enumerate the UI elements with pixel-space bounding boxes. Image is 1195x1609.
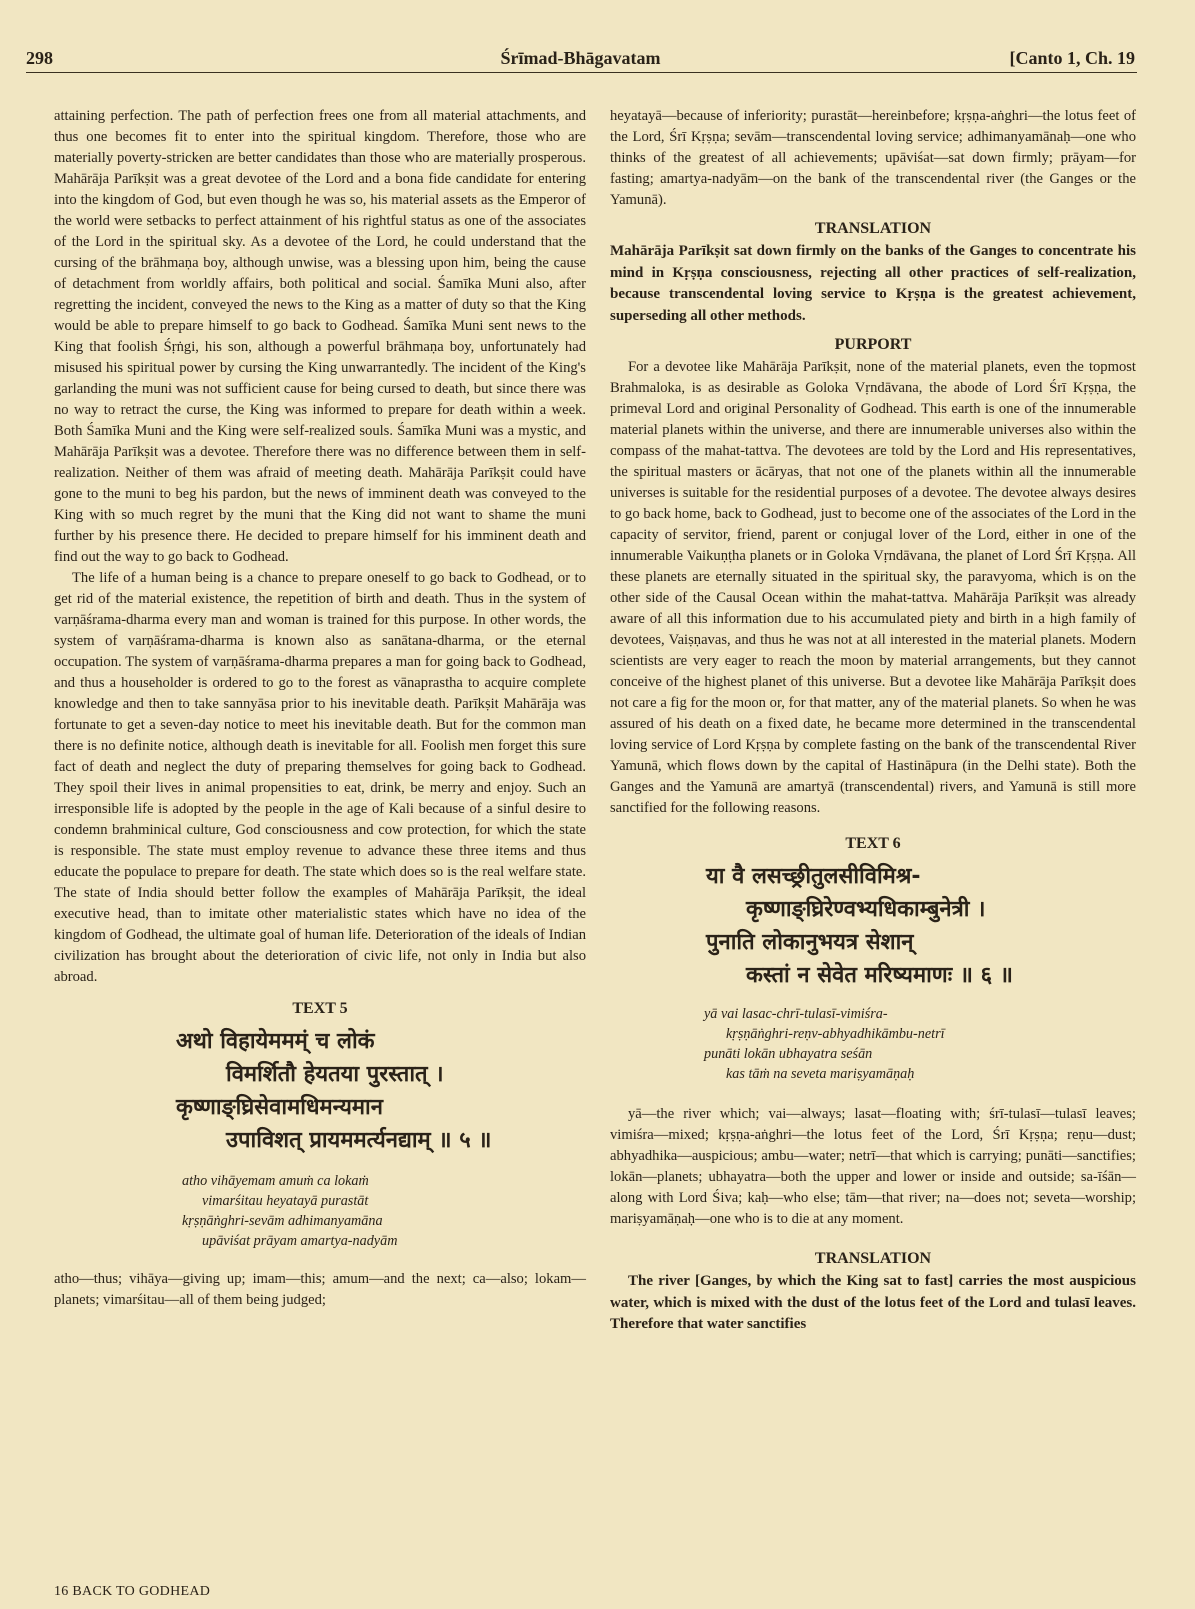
left-column — [54, 106, 586, 1311]
translit-line: kas tāṁ na seveta mariṣyamāṇaḥ — [726, 1066, 915, 1082]
verse-line: कस्तां न सेवेत मरिष्यमाणः ॥ ६ ॥ — [746, 963, 1013, 988]
verse-line: विमर्शितौ हेयतया पुरस्तात् । — [226, 1062, 444, 1087]
canto-chapter: [Canto 1, Ch. 19 — [1009, 48, 1135, 68]
synonyms-5-continued: heyatayā—because of inferiority; purastāt—hereinbefore; kṛṣṇa-aṅghri—the lotus feet of the Lord, Śrī Kṛṣṇa; sevām—transcendental loving service; adhimanyamānaḥ—one who thinks of the greatest of all achievements; upāviśat—sat down firmly; prāyam—for fasting; amartya-nadyām—on the bank of the transcendental river (the Ganges or the Yamunā). — [610, 108, 1136, 208]
translit-line: upāviśat prāyam amartya-nadyām — [202, 1233, 398, 1249]
sanskrit-verse-6 — [610, 860, 1136, 992]
transliteration-5 — [54, 1171, 586, 1251]
translation-5: Mahārāja Parīkṣit sat down firmly on the banks of the Ganges to concentrate his mind in Kṛṣṇa consciousness, rejecting all other practices of self-realization, because transcendental loving service to Kṛṣṇa is the greatest achievement, superseding all other methods. — [610, 243, 1136, 324]
transliteration-6 — [610, 1004, 1136, 1084]
purport-paragraph: For a devotee like Mahārāja Parīkṣit, none of the material planets, even the topmost Brahmaloka, is as desirable as Goloka Vṛndāvana, the abode of Lord Śrī Kṛṣṇa, the primeval Lord and original Personality of Godhead. This earth is one of the innumerable material planets within the universe, and there are innumerable universes also within the compass of the mahat-tattva. The devotees are told by the Lord and His representatives, the spiritual masters or ācāryas, that not one of the planets within all the innumerable universes is suitable for the residential purposes of a devotee. The devotee always desires to go back home, back to Godhead, just to become one of the associates of the Lord in the capacity of servitor, friend, parent or conjugal lover of the Lord, either in one of the innumerable Vaikuṇṭha planets or in Goloka Vṛndāvana, the planet of Lord Śrī Kṛṣṇa. All these planets are eternally situated in the spiritual sky, the paravyoma, which is on the other side of the Causal Ocean within the mahat-tattva. Mahārāja Parīkṣit was already aware of all this information due to his accumulated piety and birth in a high family of devotees, Vaiṣṇavas, and thus he was not at all interested in the material planets. Modern scientists are very eager to reach the moon by material arrangements, but they cannot conceive of the highest planet of this universe. But a devotee like Mahārāja Parīkṣit does not care a fig for the moon or, for that matter, any of the material planets. So when he was assured of his death on a fixed date, he became more determined in the transcendental loving service of Lord Kṛṣṇa by complete fasting on the bank of the transcendental River Yamunā, which flows down by the capital of Hastināpura (in the Delhi state). Both the Ganges and the Yamunā are amartyā (transcendental) rivers, and Yamunā is still more sanctified for the following reasons. — [610, 359, 1136, 816]
sanskrit-verse-5 — [54, 1025, 586, 1157]
verse-line: कृष्णाङ्घ्रिसेवामधिमन्यमान — [176, 1095, 383, 1120]
right-column — [610, 106, 1136, 1336]
verse-line: पुनाति लोकानुभयत्र सेशान् — [706, 930, 914, 955]
translit-line: kṛṣṇāṅghri-reṇv-abhyadhikāmbu-netrī — [726, 1026, 945, 1042]
translation-6-heading: TRANSLATION — [814, 1250, 932, 1267]
translit-line: yā vai lasac-chrī-tulasī-vimiśra- — [704, 1006, 888, 1022]
translation-6: The river [Ganges, by which the King sat to fast] carries the most auspicious water, which is mixed with the dust of the lotus feet of the Lord and tulasī leaves. Therefore that water sanctifies — [610, 1273, 1136, 1332]
page-number: 298 — [26, 48, 53, 68]
translit-line: kṛṣṇāṅghri-sevām adhimanyamāna — [182, 1213, 383, 1229]
translit-line: vimarśitau heyatayā purastāt — [202, 1193, 369, 1209]
running-title: Śrīmad-Bhāgavatam — [500, 48, 661, 68]
verse-line: अथो विहायेममम्ं च लोकं — [176, 1029, 375, 1054]
verse-line: या वै लसच्छ्रीतुलसीविमिश्र- — [706, 864, 921, 889]
translation-heading: TRANSLATION — [814, 220, 932, 237]
purport-heading: PURPORT — [834, 336, 912, 353]
translit-line: atho vihāyemam amuṁ ca lokaṁ — [182, 1173, 369, 1189]
header-rule — [26, 72, 1137, 73]
synonyms-6: yā—the river which; vai—always; lasat—floating with; śrī-tulasī—tulasī leaves; vimiśra—mixed; kṛṣṇa-aṅghri—the lotus feet of the Lord, Śrī Kṛṣṇa; reṇu—dust; abhyadhika—auspicious; ambu—water; netrī—that which is carrying; punāti—sanctifies; lokān—planets; ubhayatra—both the upper and lower or inside and outside; sa-īśān—along with Lord Śiva; kaḥ—who else; tām—that river; na—does not; seveta—worship; mariṣyamāṇaḥ—one who is to die at any moment. — [610, 1106, 1136, 1227]
page-footer: 16 BACK TO GODHEAD — [54, 1584, 211, 1599]
verse-line: उपाविशत् प्रायममर्त्यनद्याम् ॥ ५ ॥ — [226, 1128, 492, 1153]
body-paragraph: attaining perfection. The path of perfection frees one from all material attachments, and thus one becomes fit to enter into the spiritual kingdom. Therefore, those who are materially poverty-stricken are better candidates than those who are materially prosperous. Mahārāja Parīkṣit was a great devotee of the Lord and a bona fide candidate for entering into the kingdom of God, but even though he was so, his material assets as the Emperor of the world were setbacks to perfect attainment of his rightful status as one of the associates of the Lord in the spiritual sky. As a devotee of the Lord, he could understand that the cursing of the brāhmaṇa boy, although unwise, was a blessing upon him, being the cause of detachment from worldly affairs, both political and social. Śamīka Muni also, after regretting the incident, conveyed the news to the King as a matter of duty so that the King would be able to prepare himself to go back to Godhead. Śamīka Muni sent news to the King that foolish Śṛṅgi, his son, although a powerful brāhmaṇa boy, unfortunately had misused his spiritual power by cursing the King unwarrantedly. The incident of the King's garlanding the muni was not sufficient cause for being cursed to death, but since there was no way to retract the curse, the King was informed to prepare for death within a week. Both Śamīka Muni and the King were self-realized souls. Śamīka Muni was a mystic, and Mahārāja Parīkṣit was a devotee. Therefore there was no difference between them in self-realization. Neither of them was afraid of meeting death. Mahārāja Parīkṣit could have gone to the muni to beg his pardon, but the news of imminent death was conveyed to the King with so much regret by the muni that the King did not want to shame the muni further by his presence there. He decided to prepare himself for his imminent death and find out the way to go back to Godhead. — [54, 108, 586, 565]
translit-line: punāti lokān ubhayatra seśān — [704, 1046, 873, 1062]
verse-line: कृष्णाङ्घ्रिरेण्वभ्यधिकाम्बुनेत्री । — [746, 897, 986, 922]
synonyms-5: atho—thus; vihāya—giving up; imam—this; amum—and the next; ca—also; lokam—planets; vimarśitau—all of them being judged; — [54, 1271, 586, 1308]
text-6-heading: TEXT 6 — [845, 835, 901, 852]
page-header — [26, 42, 1135, 76]
text-5-heading: TEXT 5 — [292, 1000, 348, 1017]
body-paragraph: The life of a human being is a chance to prepare oneself to go back to Godhead, or to get rid of the material existence, the repetition of birth and death. Thus in the system of varṇāśrama-dharma every man and woman is trained for this purpose. In other words, the system of varṇāśrama-dharma is known also as sanātana-dharma, or the eternal occupation. The system of varṇāśrama-dharma prepares a man for going back to Godhead, and thus a householder is ordered to go to the forest as vānaprastha to acquire complete knowledge and then to take sannyāsa prior to his inevitable death. Parīkṣit Mahārāja was fortunate to get a seven-day notice to meet his inevitable death. But for the common man there is no definite notice, although death is inevitable for all. Foolish men forget this sure fact of death and neglect the duty of preparing themselves for going back to Godhead. They spoil their lives in animal propensities to eat, drink, be merry and enjoy. Such an irresponsible life is adopted by the people in the age of Kali because of a sinful desire to condemn brahminical culture, God consciousness and cow protection, for which the state is responsible. The state must employ revenue to advance these three items and thus educate the populace to prepare for death. The state which does so is the real welfare state. The state of India should better follow the examples of Mahārāja Parīkṣit, the ideal executive head, than to imitate other materialistic states which have no idea of the kingdom of Godhead, the ultimate goal of human life. Deterioration of the ideals of Indian civilization has brought about the deterioration of civic life, not only in India but also abroad. — [54, 570, 586, 985]
